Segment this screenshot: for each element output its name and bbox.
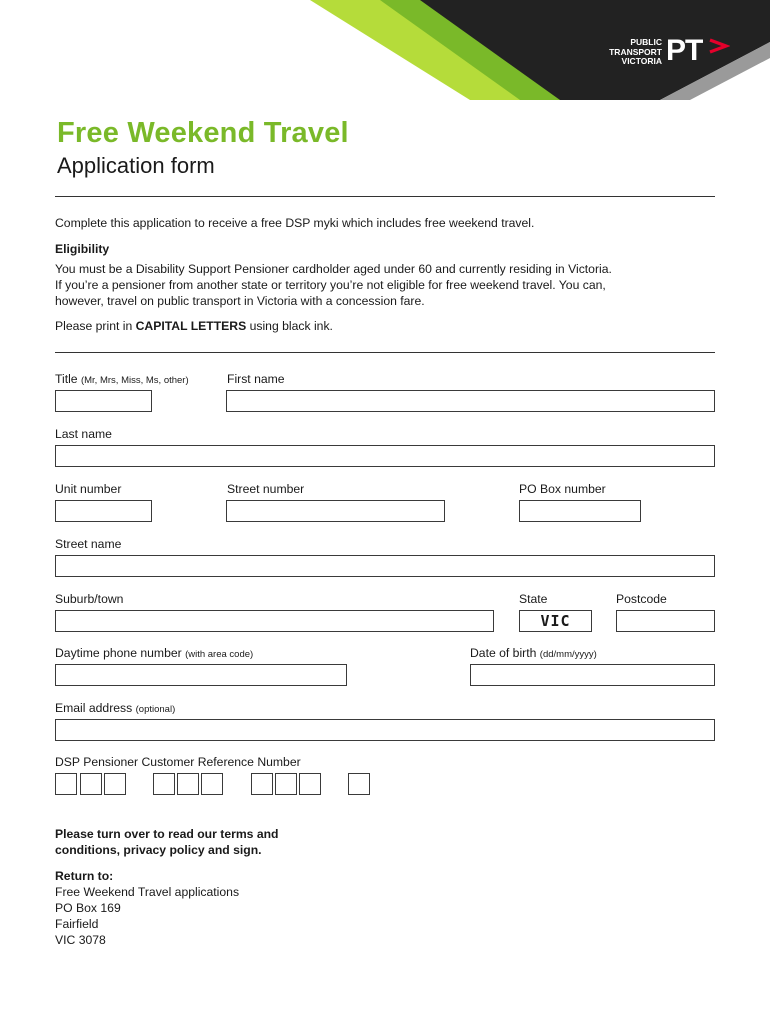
last-name-label: Last name: [55, 427, 112, 441]
crn-cell-5[interactable]: [177, 773, 199, 795]
turn-over-note: [55, 826, 279, 858]
crn-cell-4[interactable]: [153, 773, 175, 795]
email-hint: (optional): [135, 704, 176, 715]
dob-label-text: Date of birth: [470, 646, 537, 660]
return-address: [55, 868, 239, 948]
email-label: [55, 701, 175, 717]
logo-mark: PT: [666, 34, 703, 67]
divider-top: [55, 196, 715, 197]
turn-over-line-2: conditions, privacy policy and sign.: [55, 843, 262, 857]
street-name-label: Street name: [55, 537, 122, 551]
page-subtitle: Application form: [57, 153, 215, 178]
crn-label: DSP Pensioner Customer Reference Number: [55, 755, 301, 769]
street-number-input[interactable]: [226, 500, 445, 522]
state-value: VIC: [540, 612, 571, 630]
title-input[interactable]: [55, 390, 152, 412]
logo-line-2: TRANSPORT: [609, 46, 662, 57]
unit-number-input[interactable]: [55, 500, 152, 522]
logo-wordmark: [604, 38, 662, 67]
crn-cell-6[interactable]: [201, 773, 223, 795]
eligibility-line-1: You must be a Disability Support Pensioner cardholder aged under 60 and currently residing in Victoria.: [55, 262, 612, 276]
ptv-logo: [604, 34, 734, 72]
print-note-emphasis: CAPITAL LETTERS: [135, 319, 247, 333]
first-name-label: First name: [227, 372, 285, 386]
email-label-text: Email address: [55, 701, 133, 715]
email-input[interactable]: [55, 719, 715, 741]
crn-cell-9[interactable]: [299, 773, 321, 795]
phone-input[interactable]: [55, 664, 347, 686]
divider-form: [55, 352, 715, 353]
phone-label: [55, 646, 253, 662]
logo-line-1: PUBLIC: [630, 37, 662, 47]
unit-number-label: Unit number: [55, 482, 122, 496]
crn-cell-2[interactable]: [80, 773, 102, 795]
eligibility-heading: [55, 241, 109, 257]
return-line-1: Free Weekend Travel applications: [55, 885, 240, 899]
title-label: [55, 372, 189, 388]
suburb-label: Suburb/town: [55, 592, 124, 606]
eligibility-line-3: however, travel on public transport in Victoria with a concession fare.: [55, 294, 425, 308]
dob-input[interactable]: [470, 664, 715, 686]
logo-line-3: VICTORIA: [621, 56, 662, 66]
state-input[interactable]: [519, 610, 592, 632]
eligibility-line-2: If you’re a pensioner from another state or territory you’re not eligible for free weekend travel. You can,: [55, 278, 606, 292]
phone-hint: (with area code): [185, 649, 254, 660]
print-note-after: using black ink.: [246, 319, 333, 333]
po-box-input[interactable]: [519, 500, 641, 522]
eligibility-heading-text: Eligibility: [55, 242, 110, 256]
eligibility-text: [55, 261, 612, 309]
return-line-2: PO Box 169: [55, 901, 121, 915]
dob-label: [470, 646, 597, 662]
street-name-input[interactable]: [55, 555, 715, 577]
dob-hint: (dd/mm/yyyy): [539, 649, 597, 660]
print-instruction: [55, 318, 333, 334]
postcode-label: Postcode: [616, 592, 667, 606]
crn-cell-7[interactable]: [251, 773, 273, 795]
return-line-4: VIC 3078: [55, 933, 106, 947]
return-heading: Return to:: [55, 869, 114, 883]
first-name-input[interactable]: [226, 390, 715, 412]
state-label: State: [519, 592, 548, 606]
page-title: Free Weekend Travel: [57, 117, 349, 149]
logo-chevron-icon: [708, 38, 730, 54]
phone-label-text: Daytime phone number: [55, 646, 182, 660]
print-note-before: Please print in: [55, 319, 136, 333]
suburb-input[interactable]: [55, 610, 494, 632]
street-number-label: Street number: [227, 482, 305, 496]
last-name-input[interactable]: [55, 445, 715, 467]
po-box-label: PO Box number: [519, 482, 606, 496]
crn-cell-8[interactable]: [275, 773, 297, 795]
crn-cell-3[interactable]: [104, 773, 126, 795]
title-label-text: Title: [55, 372, 78, 386]
title-hint: (Mr, Mrs, Miss, Ms, other): [80, 375, 189, 386]
return-line-3: Fairfield: [55, 917, 99, 931]
crn-cell-1[interactable]: [55, 773, 77, 795]
postcode-input[interactable]: [616, 610, 715, 632]
intro-text: Complete this application to receive a free DSP myki which includes free weekend travel.: [55, 216, 535, 230]
turn-over-line-1: Please turn over to read our terms and: [55, 827, 279, 841]
crn-cell-10[interactable]: [348, 773, 370, 795]
